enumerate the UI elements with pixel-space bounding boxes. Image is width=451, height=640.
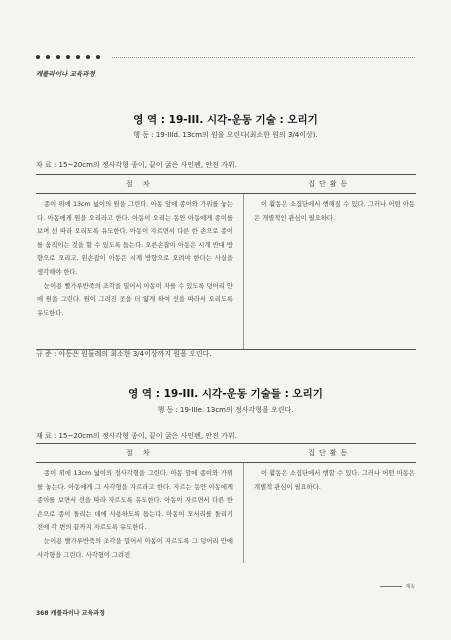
- section-2-procedure-header: 절 차: [36, 444, 244, 463]
- continued-rule: [380, 586, 402, 587]
- section-2-title: 영 역 : 19-III. 시각-운동 기술들 : 오리기: [128, 388, 323, 400]
- section-2-materials: 재 료 : 15~20cm의 정사각형 종이, 끝이 굵은 사인펜, 안전 가위.: [36, 432, 237, 440]
- group-activity-paragraph: 이 활동은 소집단에서 행할 수 있다. 그러나 어떤 아동은 개별적 관심이 필요하다.: [254, 470, 415, 491]
- procedure-paragraph: 종이 위에 13cm 넓이의 원을 그린다. 아동 앞에 종이와 가위를 놓는다. 아동에게 원을 오리라고 한다. 아동이 오리는 동안 아동에게 종이를 보며 선 따라 오리도록 유도한다. 아동이 자르면서 다른 한 손으로 종이를 움직이는 것을 할 수 있도록 돕는다. 오른손잡이 아동은 시계 반대 방향으로 오리고, 왼손잡이 아동은 시계 방향으로 오려야 한다는 사실을 생각해야 한다.: [37, 201, 233, 276]
- procedure-paragraph: 종이 위에 13cm 넓이의 정사각형을 그린다. 아동 앞에 종이와 가위를 놓는다. 아동에게 그 사각형을 자르라고 한다. 자르는 동안 아동에게 종이를 보면서 선을 따라 자르도록 유도한다. 아동이 자르면서 다른 한 손으로 종이 돌리는 데에 사용하도록 돕는다. 아동이 모서리를 돌리기 전에 각 변의 끝까지 자르도록 유도한다.: [37, 470, 233, 532]
- section-1-behavior: 행 동 : 19-IIId. 13cm의 원을 오린다(최소한 원의 3/4이상).: [133, 131, 318, 139]
- header-dots: [36, 55, 100, 59]
- section-1-group-activity-cell: [244, 194, 417, 350]
- section-2-procedure-cell: [36, 463, 244, 564]
- page-footer: 368 캐롤라이나 교육과정: [36, 610, 105, 617]
- section-1-procedure-header: 절 차: [36, 175, 244, 194]
- procedure-paragraph: 눈이용 빨가루반죽의 조각을 밀어서 아동이 자를 수 있도록 덩어리 안에 원을 그린다. 원이 그려진 곳을 더 얇게 하여 선을 따라서 오리도록 유도한다.: [37, 282, 233, 317]
- running-head: 캐롤라이나 교육과정: [36, 70, 95, 78]
- section-1-title: 영 역 : 19-III. 시각-운동 기술 : 오리기: [133, 114, 318, 126]
- continued-label: 계속: [405, 584, 415, 590]
- group-activity-paragraph: 이 활동은 소집단에서 행해질 수 있다. 그러나 어떤 아동은 개별적인 관심이 필요하다.: [254, 201, 415, 222]
- section-2-behavior: 행 동 : 19-IIIe. 13cm의 정사각형을 오린다.: [157, 406, 294, 414]
- section-1-materials: 자 료 : 15~20cm의 정사각형 종이, 끝이 굵은 사인펜, 안전 가위.: [36, 161, 237, 169]
- section-2-activity-table: [36, 443, 416, 563]
- header-rule: [112, 57, 415, 58]
- continued-marker: [380, 583, 415, 590]
- section-1-procedure-cell: [36, 194, 244, 350]
- section-2-group-activity-header: 집단활동: [244, 444, 417, 463]
- section-1-activity-table: [36, 174, 416, 350]
- section-1-group-activity-header: 집단활동: [244, 175, 417, 194]
- section-2-group-activity-cell: [244, 463, 417, 564]
- procedure-paragraph: 눈이용 빨가루반죽의 조각을 밀어서 아동이 자르도록 그 덩어리 안에 사각형을 그린다. 사각형이 그려진: [37, 537, 233, 559]
- section-1-criteria: 규 준 : 아동은 원둘레의 최소한 3/4이상까지 원을 오린다.: [36, 350, 212, 358]
